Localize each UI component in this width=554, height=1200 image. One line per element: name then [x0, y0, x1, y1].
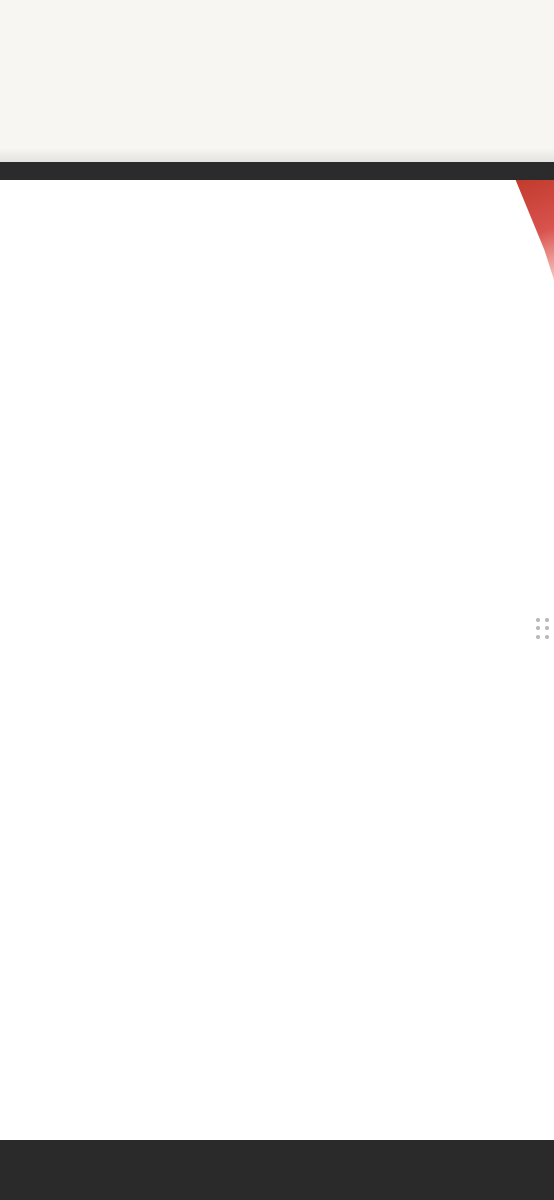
document-photo-top-fragment: [0, 0, 554, 162]
red-background-corner: [506, 180, 554, 280]
image-separator: [0, 162, 554, 180]
top-fragment-text: [30, 0, 554, 12]
drag-handle-icon[interactable]: [536, 618, 550, 640]
document-photo-main: [0, 180, 554, 1140]
photo-edge-shadow: [0, 148, 554, 162]
document-body-text: [32, 285, 532, 293]
image-bottom-bar: [0, 1140, 554, 1200]
